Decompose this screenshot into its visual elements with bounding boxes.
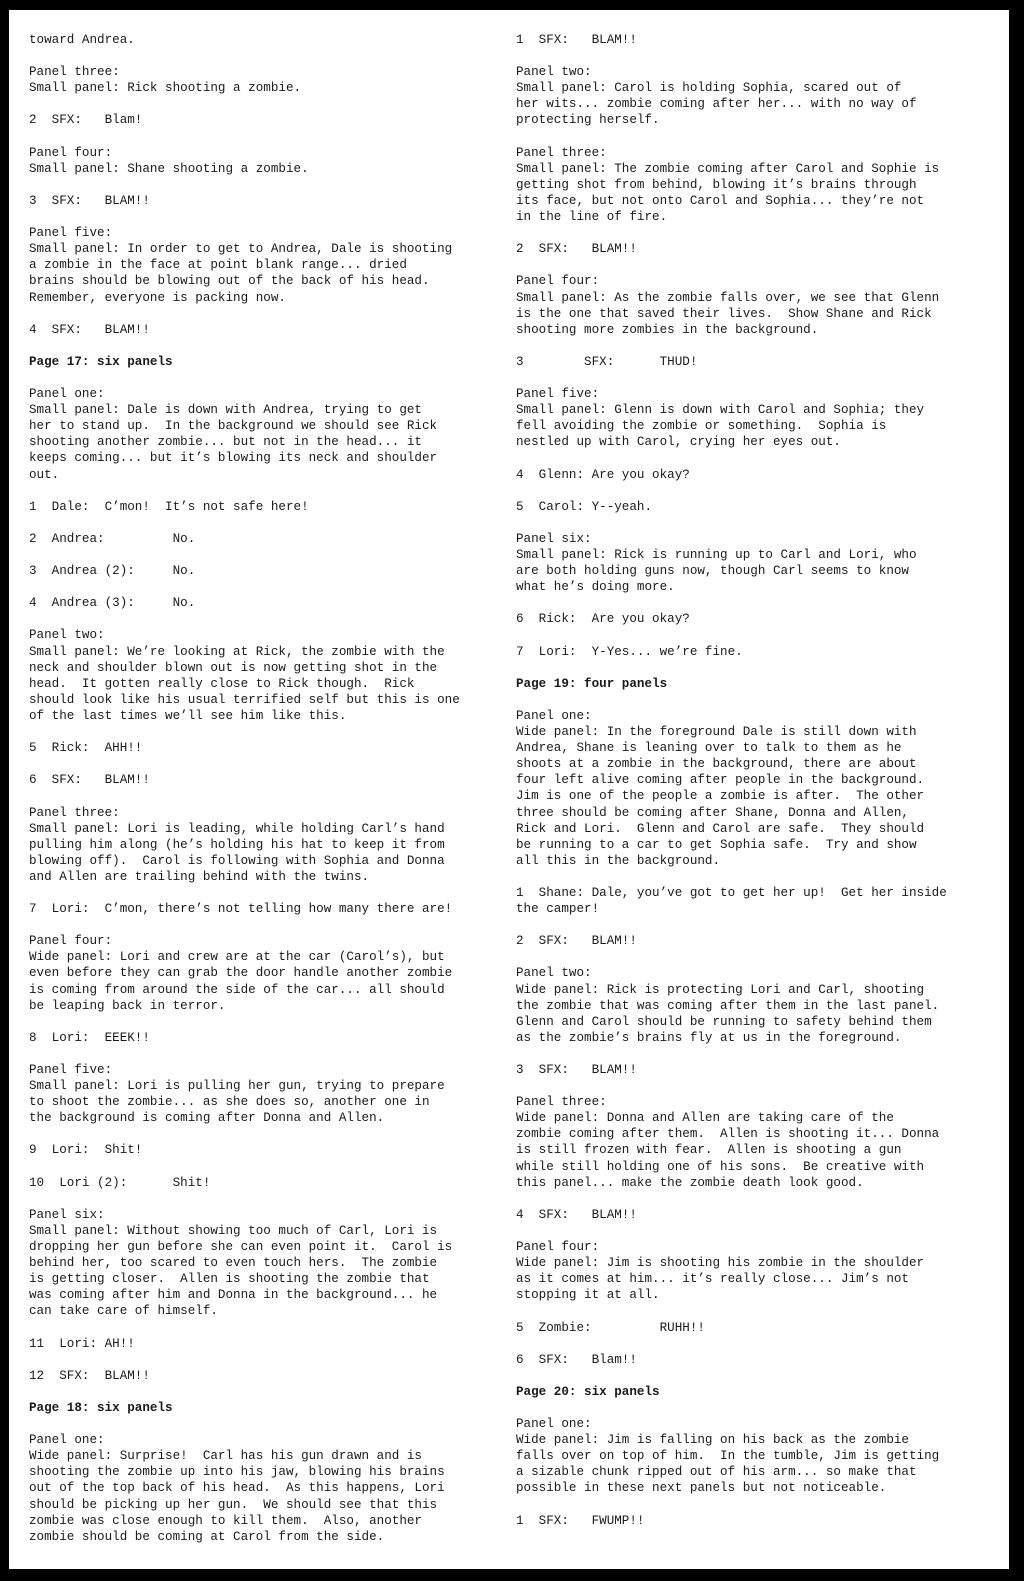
sfx-line: 2 SFX: BLAM!! — [516, 934, 637, 949]
panel-description: Panel five: Small panel: Lori is pulling her gun, trying to prepare to shoot the zombie... as she does so, another one in the background is coming after Donna and Allen. — [29, 1063, 445, 1126]
dialogue-line: 8 Lori: EEEK!! — [29, 1030, 150, 1045]
panel-description: Panel five: Small panel: Glenn is down with Carol and Sophia; they fell avoiding the zombie or something. Sophia is nestled up with Carol, crying her eyes out. — [516, 387, 925, 450]
dialogue-line: 5 Carol: Y--yeah. — [516, 499, 653, 514]
dialogue-line: 10 Lori (2): Shit! — [29, 1175, 211, 1190]
dialogue-line: 2 Andrea: No. — [29, 531, 196, 546]
sfx-line: 4 SFX: BLAM!! — [29, 322, 150, 337]
panel-description: Panel three: Small panel: Lori is leading, while holding Carl’s hand pulling him along (he’s holding his hat to keep it from blowing off). Carol is following with Sophia and Donna and Allen are trailing behind with the twins. — [29, 805, 445, 884]
panel-description: Panel six: Small panel: Rick is running up to Carl and Lori, who are both holding guns now, though Carl seems to know what he’s doing more. — [516, 531, 917, 595]
page-heading: Page 17: six panels — [29, 354, 173, 369]
panel-description: Panel one: Wide panel: Surprise! Carl has his gun drawn and is shooting the zombie up into his jaw, blowing his brains out of the top back of his head. As this happens, Lori should be picking up her gun. We should see that this zombie was close enough to kill them. Also, another zombie should be coming at Carol from the side. — [29, 1433, 445, 1544]
page-heading: Page 20: six panels — [516, 1384, 660, 1399]
dialogue-line: 4 Andrea (3): No. — [29, 596, 196, 611]
script-paragraph: toward Andrea. — [29, 33, 135, 47]
sfx-line: 3 SFX: BLAM!! — [29, 193, 150, 208]
sfx-line: 1 SFX: BLAM!! — [516, 33, 637, 47]
panel-description: Panel two: Small panel: Carol is holding Sophia, scared out of her wits... zombie coming after her... with no way of protecting herself. — [516, 65, 917, 128]
page-heading: Page 19: four panels — [516, 676, 668, 691]
sfx-line: 2 SFX: Blam! — [29, 113, 143, 128]
sfx-line: 3 SFX: THUD! — [516, 354, 698, 369]
dialogue-line: 7 Lori: C’mon, there’s not telling how many there are! — [29, 902, 453, 917]
sfx-line: 6 SFX: Blam!! — [516, 1352, 637, 1367]
panel-description: Panel four: Small panel: Shane shooting a zombie. — [29, 145, 309, 176]
panel-description: Panel two: Wide panel: Rick is protecting Lori and Carl, shooting the zombie that was coming after them in the last panel. Glenn and Carol should be running to safety behind them as the zombie’s brains fly at us in the foreground. — [516, 966, 940, 1045]
dialogue-line: 1 Dale: C’mon! It’s not safe here! — [29, 499, 309, 514]
panel-description: Panel four: Small panel: As the zombie falls over, we see that Glenn is the one that saved their lives. Show Shane and Rick shooting more zombies in the background. — [516, 274, 940, 337]
panel-description: Panel three: Wide panel: Donna and Allen are taking care of the zombie coming after them. Allen is shooting it... Donna is still frozen with fear. Allen is shooting a gun while still holding one of his sons. Be creative with this panel... make the zombie death look good. — [516, 1095, 940, 1190]
dialogue-line: 6 Rick: Are you okay? — [516, 612, 690, 627]
sfx-line: 3 SFX: BLAM!! — [516, 1063, 637, 1077]
sfx-line: 1 SFX: FWUMP!! — [516, 1513, 645, 1528]
sfx-line: 12 SFX: BLAM!! — [29, 1368, 150, 1383]
dialogue-line: 5 Rick: AHH!! — [29, 741, 143, 756]
dialogue-line: 3 Andrea (2): No. — [29, 564, 196, 579]
panel-description: Panel two: Small panel: We’re looking at Rick, the zombie with the neck and shoulder blown out is now getting shot in the head. It gotten really close to Rick though. Rick should look like his usual terrified self but this is one of the last times we’ll see him like this. — [29, 628, 460, 723]
panel-description: Panel one: Wide panel: Jim is falling on his back as the zombie falls over on top of him. In the tumble, Jim is getting a sizable chunk ripped out of his arm... so make that possible in these next panels but not noticeable. — [516, 1417, 940, 1496]
script-page — [9, 10, 1009, 1569]
panel-description: Panel four: Wide panel: Lori and crew are at the car (Carol’s), but even before they can grab the door handle another zombie is coming from around the side of the car... all should be leaping back in terror. — [29, 934, 453, 1013]
dialogue-line: 9 Lori: Shit! — [29, 1143, 143, 1158]
panel-description: Panel one: Wide panel: In the foreground Dale is still down with Andrea, Shane is leaning over to talk to them as he shoots at a zombie in the background, there are about four left alive coming after people in the background. Jim is one of the people a zombie is after. The other three should be coming after Shane, Donna and Allen, Rick and Lori. Glenn and Carol are safe. They should be running to a car to get Sophia safe. Try and show all this in the background. — [516, 708, 925, 868]
dialogue-line: 11 Lori: AH!! — [29, 1336, 135, 1351]
panel-description: Panel five: Small panel: In order to get to Andrea, Dale is shooting a zombie in the face at point blank range... dried brains should be blowing out of the back of his head. Remember, everyone is packing now. — [29, 226, 453, 305]
panel-description: Panel four: Wide panel: Jim is shooting his zombie in the shoulder as it comes at him... it’s really close... Jim’s not stopping it at all. — [516, 1240, 925, 1303]
sfx-line: 6 SFX: BLAM!! — [29, 773, 150, 788]
left-column — [29, 32, 499, 1545]
page-heading: Page 18: six panels — [29, 1400, 173, 1415]
right-column — [516, 32, 996, 1529]
dialogue-line: 1 Shane: Dale, you’ve got to get her up! Get her inside the camper! — [516, 885, 947, 917]
dialogue-line: 4 Glenn: Are you okay? — [516, 467, 690, 482]
panel-description: Panel three: Small panel: Rick shooting a zombie. — [29, 65, 302, 96]
dialogue-line: 5 Zombie: RUHH!! — [516, 1320, 705, 1335]
sfx-line: 4 SFX: BLAM!! — [516, 1207, 637, 1222]
sfx-line: 2 SFX: BLAM!! — [516, 242, 637, 257]
panel-description: Panel three: Small panel: The zombie coming after Carol and Sophie is getting shot from behind, blowing it’s brains through its face, but not onto Carol and Sophia... they’re not in the line of fire. — [516, 145, 940, 225]
panel-description: Panel one: Small panel: Dale is down with Andrea, trying to get her to stand up. In the background we should see Rick shooting another zombie... but not in the head... it keeps coming... but it’s blowing its neck and shoulder out. — [29, 387, 438, 482]
dialogue-line: 7 Lori: Y-Yes... we’re fine. — [516, 644, 743, 659]
panel-description: Panel six: Small panel: Without showing too much of Carl, Lori is dropping her gun before she can even point it. Carol is behind her, too scared to even touch hers. The zombie is getting closer. Allen is shooting the zombie that was coming after him and Donna in the background... he can take care of himself. — [29, 1207, 453, 1319]
